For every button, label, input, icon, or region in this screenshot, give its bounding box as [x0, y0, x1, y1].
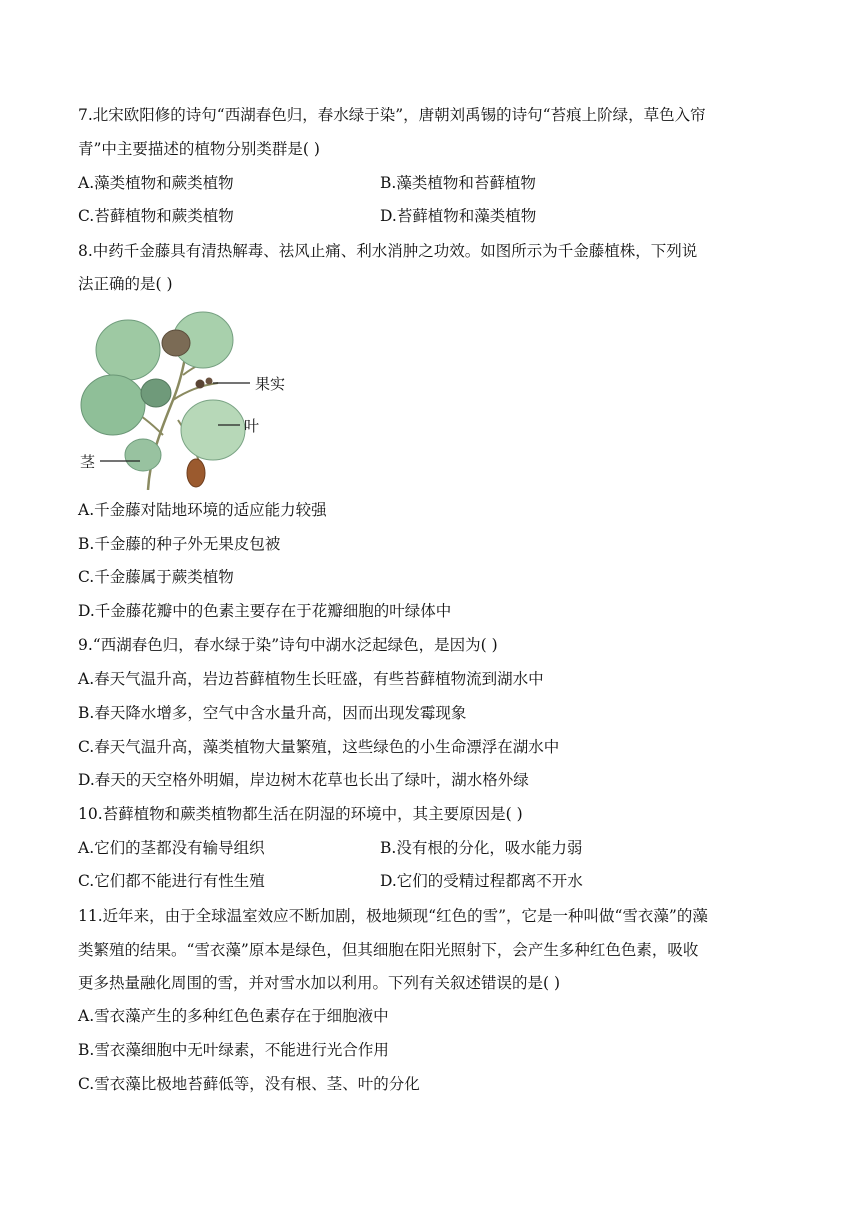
q7-option-d: D.苔藓植物和藻类植物: [380, 207, 537, 225]
q8-stem-line1: 8.中药千金藤具有清热解毒、祛风止痛、利水消肿之功效。如图所示为千金藤植株，下列说: [78, 242, 698, 260]
q9-option-b: B.春天降水增多，空气中含水量升高，因而出现发霉现象: [78, 704, 467, 722]
plant-illustration: [78, 305, 308, 490]
label-stem: 茎: [80, 453, 96, 471]
q8-stem-line2: 法正确的是( ): [78, 275, 173, 293]
q10-option-c: C.它们都不能进行有性生殖: [78, 872, 265, 890]
q9-option-c: C.春天气温升高，藻类植物大量繁殖，这些绿色的小生命漂浮在湖水中: [78, 738, 560, 756]
q11-option-c: C.雪衣藻比极地苔藓低等，没有根、茎、叶的分化: [78, 1075, 420, 1093]
q10-option-b: B.没有根的分化，吸水能力弱: [380, 839, 583, 857]
q8-option-b: B.千金藤的种子外无果皮包被: [78, 535, 281, 553]
q11-stem-line1: 11.近年来，由于全球温室效应不断加剧，极地频现“红色的雪”，它是一种叫做“雪衣藻”的藻: [78, 907, 708, 925]
q10-option-a: A.它们的茎都没有输导组织: [78, 839, 265, 857]
q10-option-d: D.它们的受精过程都离不开水: [380, 872, 583, 890]
q8-option-d: D.千金藤花瓣中的色素主要存在于花瓣细胞的叶绿体中: [78, 602, 452, 620]
q10-stem: 10.苔藓植物和蕨类植物都生活在阴湿的环境中，其主要原因是( ): [78, 805, 523, 823]
q7-option-c: C.苔藓植物和蕨类植物: [78, 207, 234, 225]
q11-stem-line3: 更多热量融化周围的雪，并对雪水加以利用。下列有关叙述错误的是( ): [78, 974, 561, 992]
q9-stem: 9.“西湖春色归，春水绿于染”诗句中湖水泛起绿色，是因为( ): [78, 636, 498, 654]
q7-option-a: A.藻类植物和蕨类植物: [78, 174, 234, 192]
q11-option-a: A.雪衣藻产生的多种红色色素存在于细胞液中: [78, 1007, 389, 1025]
label-fruit: 果实: [255, 375, 286, 393]
label-leaf: 叶: [244, 417, 260, 435]
q8-option-c: C.千金藤属于蕨类植物: [78, 568, 234, 586]
q11-option-b: B.雪衣藻细胞中无叶绿素，不能进行光合作用: [78, 1041, 389, 1059]
q7-stem-line1: 7.北宋欧阳修的诗句“西湖春色归，春水绿于染”，唐朝刘禹锡的诗句“苔痕上阶绿，草色入帘: [78, 106, 706, 124]
q7-stem-line2: 青”中主要描述的植物分别类群是( ): [78, 140, 320, 158]
q11-stem-line2: 类繁殖的结果。“雪衣藻”原本是绿色，但其细胞在阳光照射下，会产生多种红色色素，吸收: [78, 941, 699, 959]
q9-option-a: A.春天气温升高，岩边苔藓植物生长旺盛，有些苔藓植物流到湖水中: [78, 670, 544, 688]
q8-option-a: A.千金藤对陆地环境的适应能力较强: [78, 501, 327, 519]
plant-figure: [78, 305, 308, 490]
q7-option-b: B.藻类植物和苔藓植物: [380, 174, 536, 192]
q9-option-d: D.春天的天空格外明媚，岸边树木花草也长出了绿叶，湖水格外绿: [78, 771, 529, 789]
